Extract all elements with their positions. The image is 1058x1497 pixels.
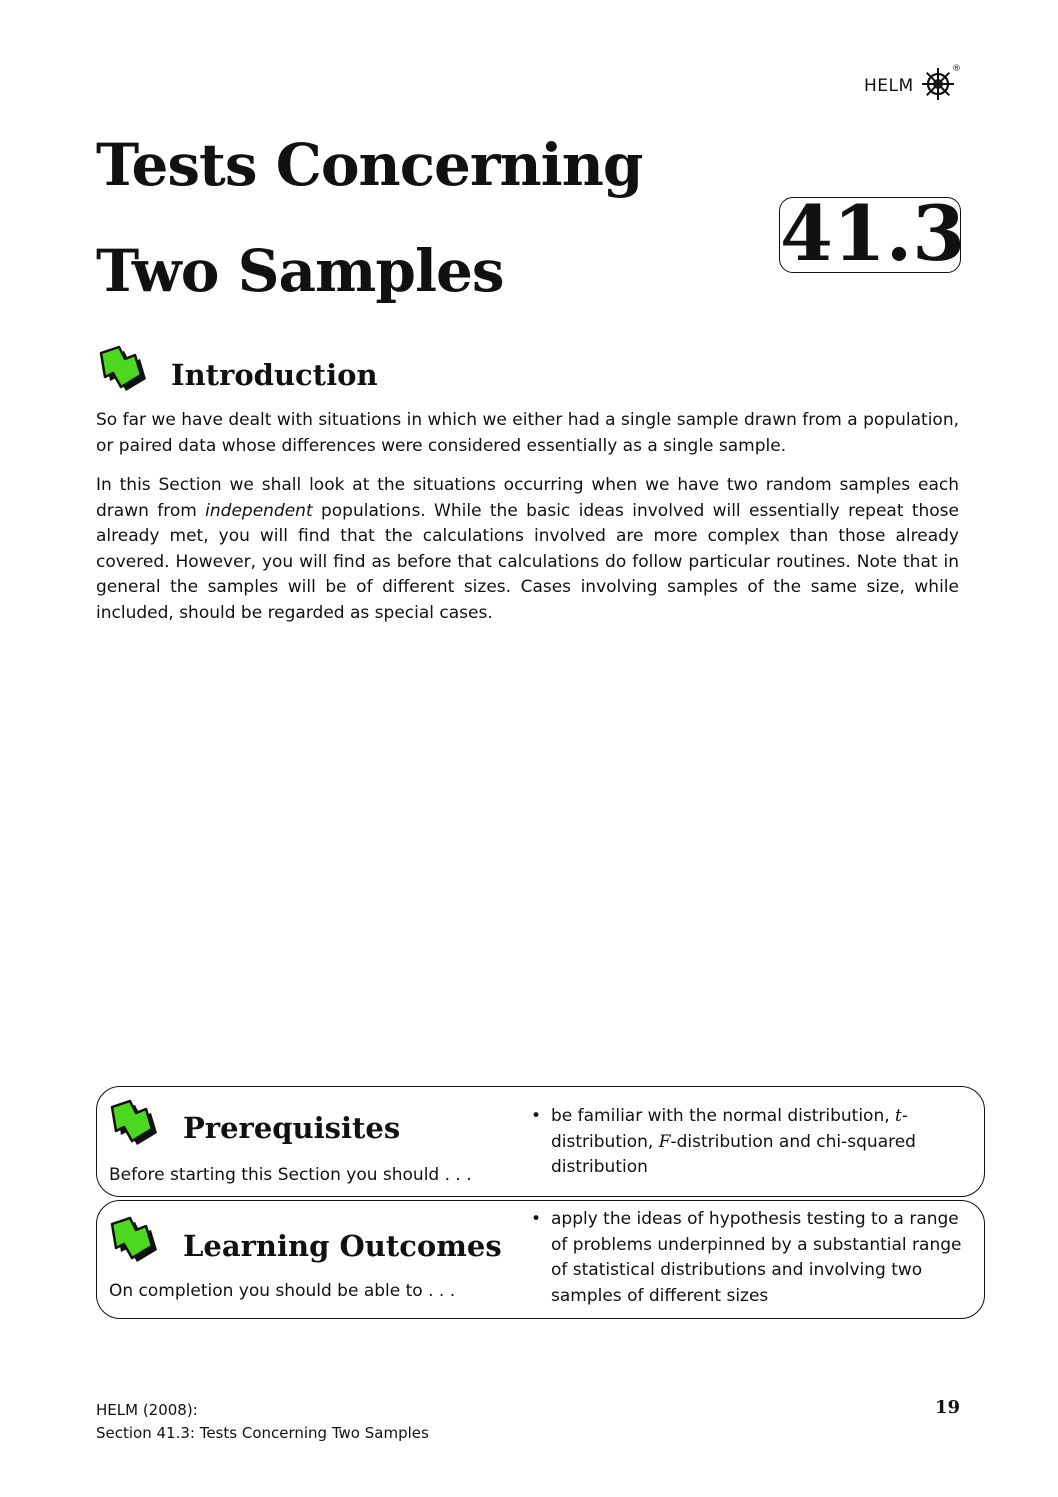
title-line-2: Two Samples bbox=[96, 237, 504, 305]
arrow-icon bbox=[107, 1216, 161, 1268]
prereq-text-3: -distribution and chi-squared distribution bbox=[551, 1131, 916, 1177]
intro-paragraph-2-start: In this Section we shall look at the situations occurring when we have two random samples each drawn from bbox=[96, 475, 959, 521]
prerequisites-box bbox=[96, 1086, 985, 1197]
emphasis-independent: independent bbox=[205, 500, 313, 521]
prerequisites-list bbox=[529, 1104, 969, 1181]
prereq-text-1: be familiar with the normal distribution, bbox=[551, 1106, 896, 1126]
prerequisites-heading: Prerequisites bbox=[183, 1111, 401, 1145]
footer bbox=[96, 1399, 429, 1445]
helm-logo bbox=[860, 64, 960, 104]
learning-outcomes-box bbox=[96, 1200, 985, 1319]
prereq-text-2: -distribution, bbox=[551, 1106, 909, 1152]
title-line-1: Tests Concerning bbox=[96, 131, 643, 199]
prerequisites-subtitle: Before starting this Section you should . . . bbox=[109, 1165, 472, 1185]
introduction-heading: Introduction bbox=[171, 358, 378, 392]
registered-mark: ® bbox=[952, 64, 961, 74]
logo-text: HELM bbox=[864, 76, 914, 96]
section-number: 41.3 bbox=[780, 189, 966, 278]
footer-line-1: HELM (2008): bbox=[96, 1401, 198, 1419]
arrow-icon bbox=[96, 345, 150, 397]
section-number-box bbox=[779, 189, 966, 278]
intro-paragraph-2 bbox=[96, 473, 959, 627]
page-title bbox=[96, 112, 642, 324]
footer-line-2: Section 41.3: Tests Concerning Two Samples bbox=[96, 1424, 429, 1442]
intro-paragraph-2-end: populations. While the basic ideas involved will essentially repeat those already met, you will find that the calculations involved are more complex than those already covered. However, you will find as before that calculations do follow particular routines. Note that in general the samples will be of different sizes. Cases involving samples of the same size, while included, should be regarded as special cases. bbox=[96, 500, 959, 623]
ship-wheel-icon bbox=[920, 66, 956, 102]
page-number: 19 bbox=[934, 1397, 960, 1418]
math-t: t bbox=[895, 1106, 902, 1126]
list-item: • apply the ideas of hypothesis testing to a range of problems underpinned by a substantial range of statistical distributions and involving two samples of different sizes bbox=[529, 1207, 969, 1309]
intro-paragraph-1: So far we have dealt with situations in which we either had a single sample drawn from a population, or paired data whose differences were considered essentially as a single sample. bbox=[96, 410, 959, 456]
math-f: F bbox=[658, 1131, 671, 1152]
learning-outcomes-list bbox=[529, 1207, 969, 1309]
learning-outcomes-subtitle: On completion you should be able to . . . bbox=[109, 1281, 456, 1301]
learning-outcomes-heading: Learning Outcomes bbox=[183, 1229, 502, 1263]
arrow-icon bbox=[107, 1099, 161, 1151]
list-item bbox=[529, 1104, 969, 1181]
